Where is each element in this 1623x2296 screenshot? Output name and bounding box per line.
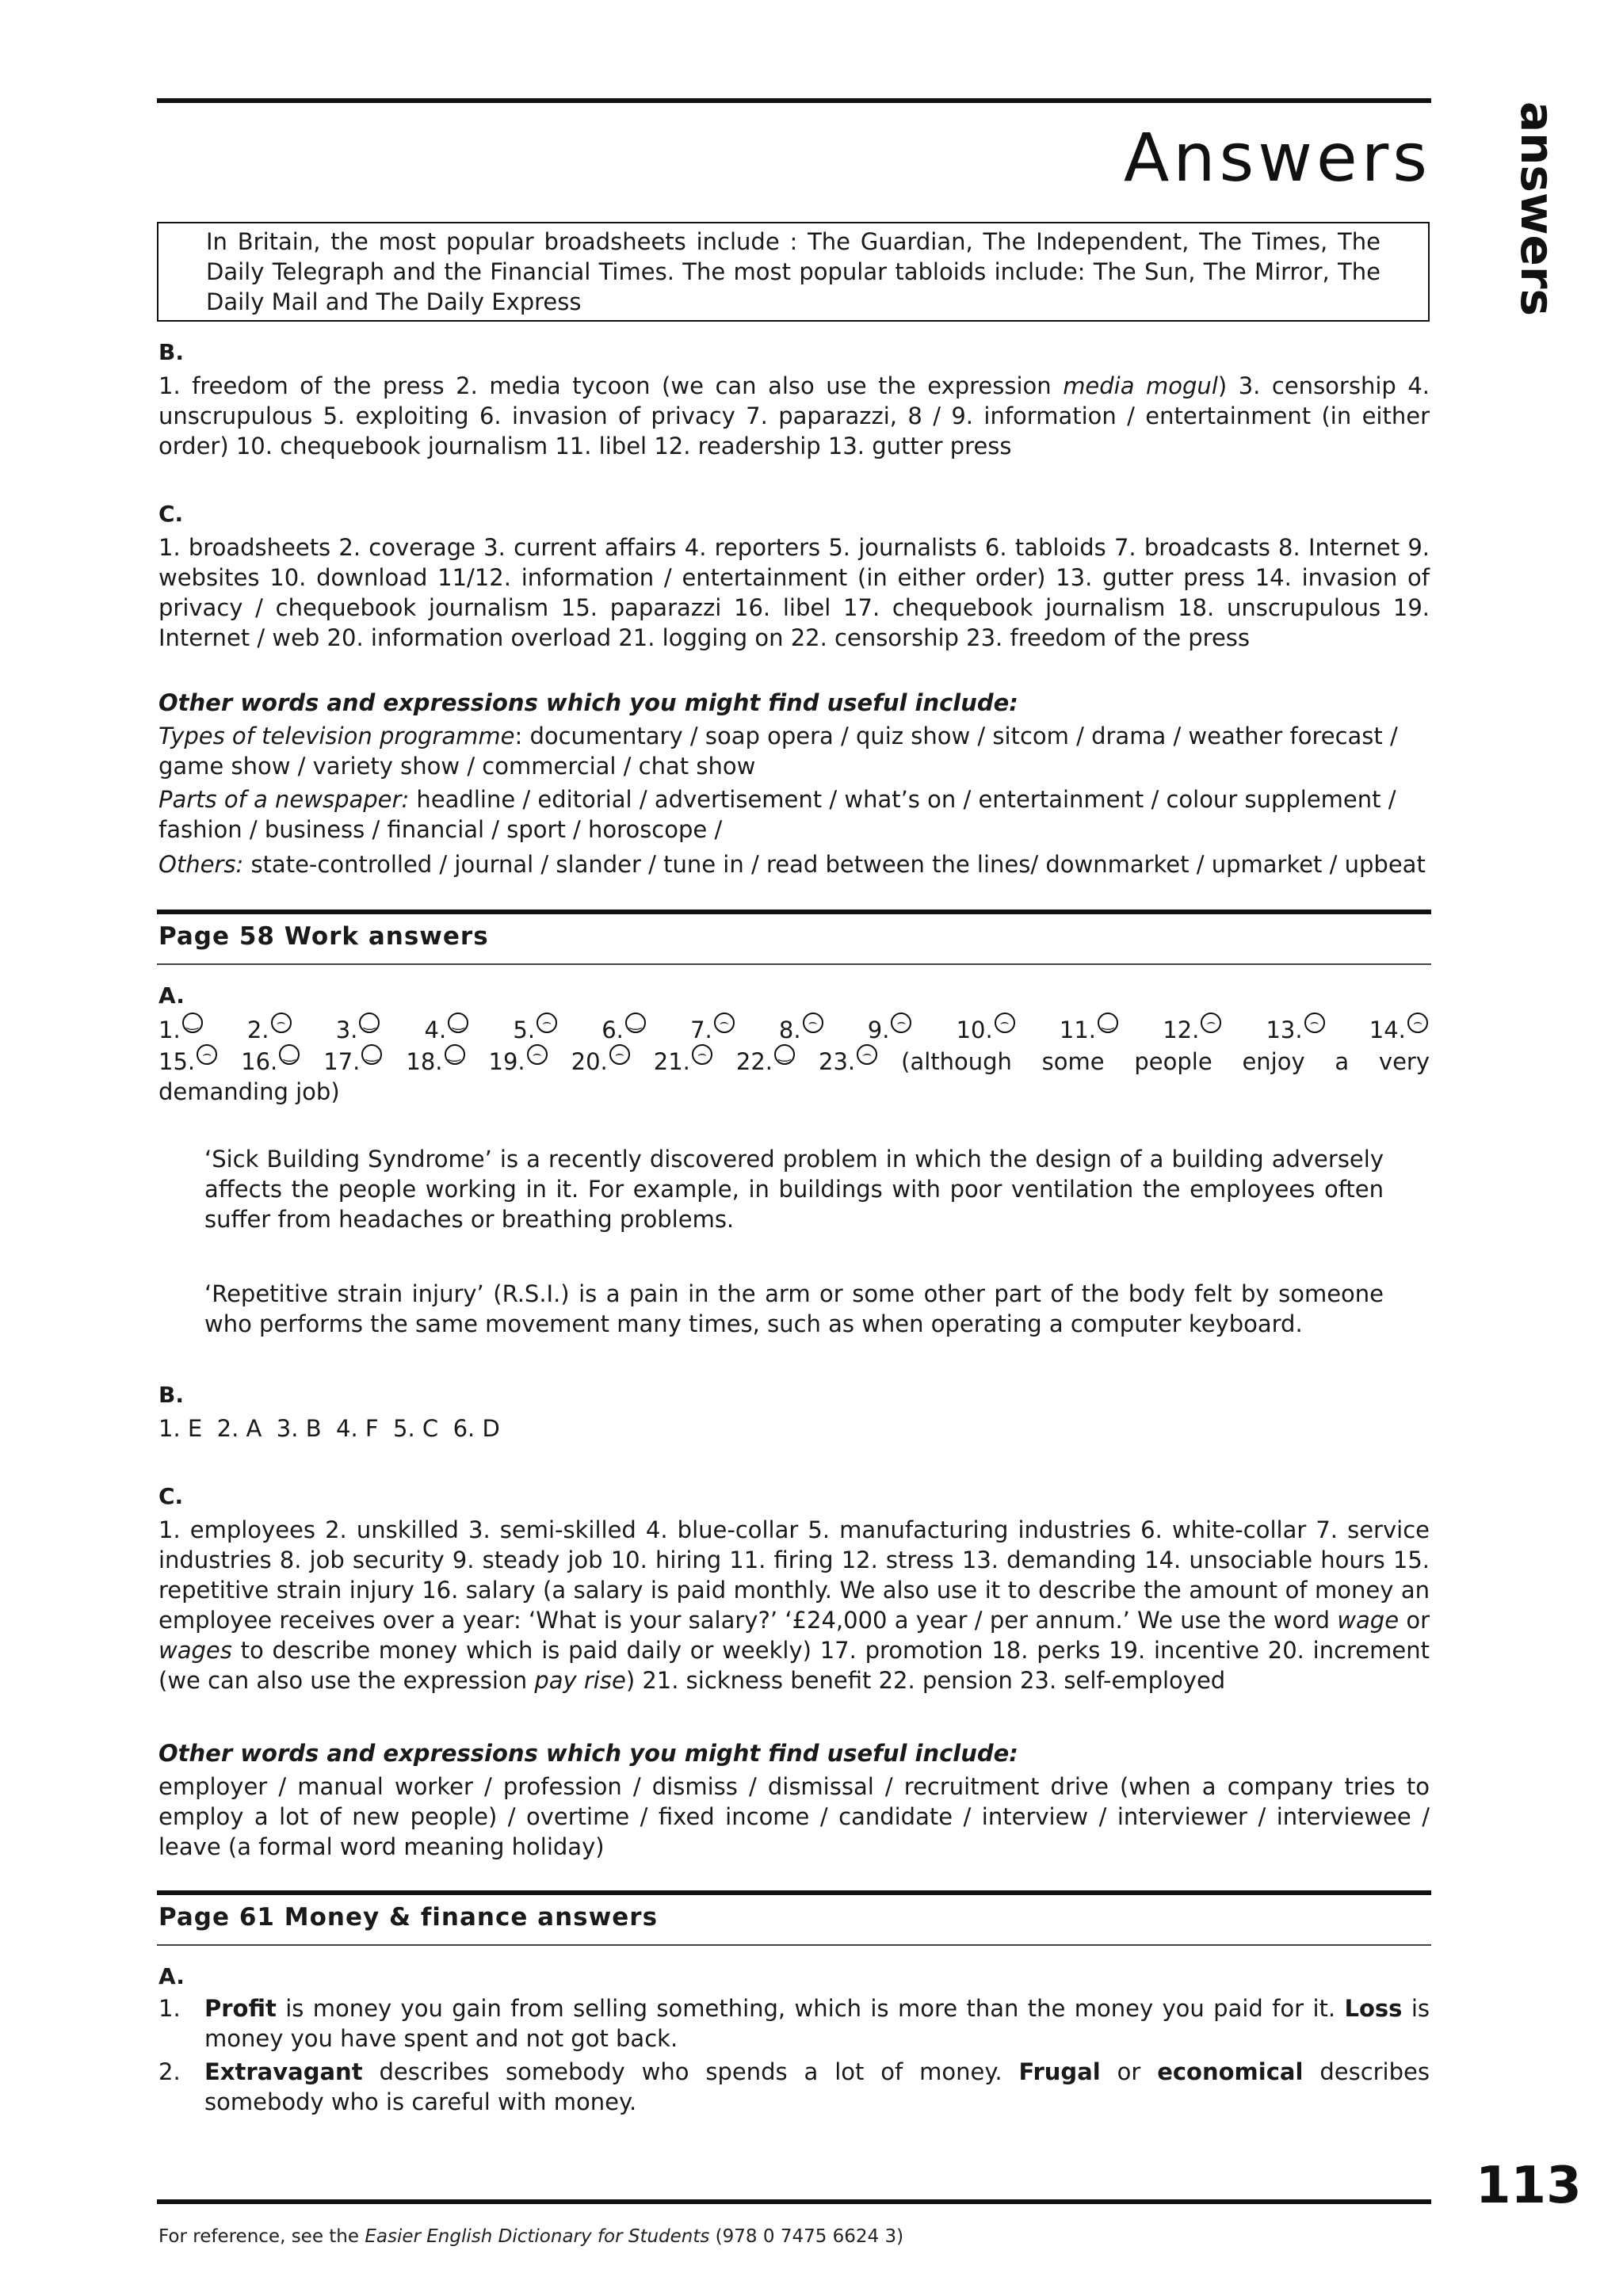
happy-face-icon: ‿ — [448, 1013, 468, 1033]
money-a-list — [158, 1993, 1430, 2120]
happy-face-icon: ‿ — [1098, 1013, 1118, 1033]
work-a-item-number: 16. — [241, 1048, 278, 1075]
intro-box-text: In Britain, the most popular broadsheets include : The Guardian, The Independent, The Times, The Daily Telegraph and the Financial Times. The most popular tabloids include: The Sun, The Mirror, The Daily Mail and The Daily Express — [206, 228, 1381, 315]
work-a-item-number: 19. — [488, 1048, 525, 1075]
work-a-item-number: 1. — [158, 1016, 181, 1043]
work-a-item-number: 12. — [1163, 1016, 1200, 1043]
money-a-definition: describes somebody who spends a lot of money. — [362, 2058, 1019, 2085]
money-a-definition: is money you gain from selling something, which is more than the money you paid for it. — [276, 1995, 1345, 2022]
work-other-words: employer / manual worker / profession / dismiss / dismissal / recruitment drive (when a company tries to employ a lot of new people) / overtime / fixed income / candidate / interview / interviewer / interviewee / leave (a formal word meaning holiday) — [158, 1773, 1430, 1860]
work-a-item-number: 22. — [735, 1048, 773, 1075]
media-others-text: state-controlled / journal / slander / tune in / read between the lines/ downmarket / upmarket / upbeat — [243, 851, 1426, 878]
page-number: 113 — [1476, 2157, 1582, 2215]
work-a-item — [158, 1013, 204, 1045]
sad-face-icon: ⌢ — [995, 1013, 1015, 1033]
work-a-item-number: 21. — [653, 1048, 690, 1075]
work-a-item-number: 8. — [778, 1016, 801, 1043]
money-rule-bottom — [157, 1944, 1431, 1946]
work-a-item — [1163, 1013, 1223, 1045]
work-a-label: A. — [158, 982, 185, 1009]
work-a-item-number: 4. — [424, 1016, 447, 1043]
top-rule — [157, 98, 1431, 103]
media-other-heading — [158, 688, 1430, 718]
work-b-answers: 1. E 2. A 3. B 4. F 5. C 6. D — [158, 1415, 500, 1442]
money-a-definition: describes somebody who is careful with money. — [204, 2058, 1430, 2115]
work-other-heading — [158, 1738, 1430, 1768]
work-c-text-1: 1. employees 2. unskilled 3. semi-skilled 4. blue-collar 5. manufacturing industries 6. white-collar 7. service industries 8. job security 9. steady job 10. hiring 11. firing 12. stress 13. demanding 14. unsociable hours 15. repetitive strain injury 16. salary (a salary is paid monthly. We also use it to describe the amount of money an employee receives over a year: ‘What is your salary?’ ‘£24,000 a year / per annum.’ We use the word — [158, 1516, 1430, 1634]
media-tv-label: Types of television programme — [158, 723, 515, 749]
media-newspaper-parts — [158, 784, 1430, 845]
money-a-item-number: 1. — [158, 1995, 181, 2022]
money-a-term: Loss — [1344, 1995, 1403, 2022]
work-a-item-number: 2. — [246, 1016, 269, 1043]
work-c-text-or: or — [1399, 1607, 1430, 1634]
media-tv-text: : documentary / soap opera / quiz show / sitcom / drama / weather forecast / game show / variety show / commercial / chat show — [158, 723, 1398, 780]
side-tab-label: answers — [1510, 101, 1564, 316]
happy-face-icon: ‿ — [359, 1013, 380, 1033]
work-a-item — [736, 1048, 796, 1075]
sad-face-icon: ⌢ — [197, 1044, 217, 1065]
sad-face-icon: ⌢ — [271, 1013, 292, 1033]
media-b-answers — [158, 371, 1430, 461]
sick-building-paragraph: ‘Sick Building Syndrome’ is a recently discovered problem in which the design of a building adversely affects the people working in it. For example, in buildings with poor ventilation the employees often suffer from headaches or breathing problems. — [204, 1146, 1384, 1233]
money-a-term: economical — [1157, 2058, 1304, 2085]
money-a-term: Frugal — [1018, 2058, 1101, 2085]
happy-face-icon: ‿ — [774, 1044, 795, 1065]
work-a-item — [1060, 1013, 1120, 1045]
work-c-text-2: to describe money which is paid daily or weekly) 17. promotion 18. perks 19. incentive 20. increment (we can also use the expression — [158, 1637, 1430, 1694]
work-c-answers — [158, 1515, 1430, 1695]
sad-face-icon: ⌢ — [609, 1044, 630, 1065]
sad-face-icon: ⌢ — [692, 1044, 712, 1065]
work-b-label: B. — [158, 1382, 184, 1408]
work-a-item-number: 20. — [571, 1048, 608, 1075]
money-a-term: Profit — [204, 1995, 277, 2022]
media-c-label: C. — [158, 501, 184, 527]
media-b-emphasis: media mogul — [1063, 372, 1218, 399]
money-heading: Page 61 Money & finance answers — [158, 1903, 659, 1932]
bottom-rule — [157, 2199, 1431, 2204]
work-a-item-number: 7. — [690, 1016, 712, 1043]
work-c-label: C. — [158, 1483, 184, 1509]
media-paper-label: Parts of a newspaper: — [158, 786, 410, 813]
work-a-item — [323, 1048, 384, 1075]
sad-face-icon: ⌢ — [1407, 1013, 1428, 1033]
work-a-item-number: 14. — [1369, 1016, 1406, 1043]
media-others — [158, 849, 1430, 879]
happy-face-icon: ‿ — [182, 1013, 203, 1033]
work-a-item — [654, 1048, 714, 1075]
money-a-item — [158, 2057, 1430, 2117]
work-a-item — [1266, 1013, 1326, 1045]
work-a-item — [957, 1013, 1017, 1045]
work-a-item-number: 10. — [956, 1016, 993, 1043]
work-a-item — [425, 1013, 471, 1045]
work-a-item — [241, 1048, 301, 1075]
sad-face-icon: ⌢ — [857, 1044, 877, 1065]
happy-face-icon: ‿ — [625, 1013, 646, 1033]
work-a-item — [601, 1013, 647, 1045]
footer-dictionary-title: Easier English Dictionary for Students — [365, 2226, 710, 2247]
sad-face-icon: ⌢ — [803, 1013, 823, 1033]
work-a-item-number: 5. — [513, 1016, 536, 1043]
work-a-item-number: 15. — [158, 1048, 196, 1075]
work-a-item — [513, 1013, 559, 1045]
footer-reference — [158, 2226, 903, 2247]
work-a-row-1 — [158, 1013, 1430, 1045]
footer-isbn: (978 0 7475 6624 3) — [709, 2226, 904, 2247]
work-a-item-number: 23. — [819, 1048, 856, 1075]
work-other-heading-text: Other words and expressions which you might find useful include: — [158, 1740, 1018, 1767]
work-a-item-number: 9. — [867, 1016, 890, 1043]
footer-text-1: For reference, see the — [158, 2226, 365, 2247]
work-heading: Page 58 Work answers — [158, 922, 489, 951]
media-paper-text: headline / editorial / advertisement / what’s on / entertainment / colour supplement / fashion / business / financial / sport / horoscope / — [158, 786, 1396, 843]
work-a-item — [336, 1013, 382, 1045]
work-a-note: (although some people enjoy a very demanding job) — [158, 1048, 1430, 1105]
work-a-item — [779, 1013, 825, 1045]
happy-face-icon: ‿ — [361, 1044, 382, 1065]
work-a-item — [158, 1048, 219, 1075]
work-a-row-2 — [158, 1044, 1430, 1107]
sad-face-icon: ⌢ — [1201, 1013, 1221, 1033]
money-a-definition: or — [1100, 2058, 1158, 2085]
sad-face-icon: ⌢ — [891, 1013, 911, 1033]
work-a-item-number: 13. — [1266, 1016, 1303, 1043]
work-a-item — [571, 1048, 632, 1075]
media-c-answers: 1. broadsheets 2. coverage 3. current affairs 4. reporters 5. journalists 6. tabloids 7. broadcasts 8. Internet 9. websites 10. download 11/12. information / entertainment (in either order) 13. gutter press 14. invasion of privacy / chequebook journalism 15. paparazzi 16. libel 17. chequebook journalism 18. unscrupulous 19. Internet / web 20. information overload 21. logging on 22. censorship 23. freedom of the press — [158, 534, 1430, 651]
sad-face-icon: ⌢ — [714, 1013, 735, 1033]
work-a-item — [489, 1048, 549, 1075]
money-a-label: A. — [158, 1963, 185, 1989]
happy-face-icon: ‿ — [445, 1044, 465, 1065]
work-a-item — [247, 1013, 293, 1045]
happy-face-icon: ‿ — [279, 1044, 300, 1065]
work-a-item — [690, 1013, 736, 1045]
work-c-text-3: ) 21. sickness benefit 22. pension 23. self-employed — [625, 1667, 1226, 1694]
work-a-item — [406, 1048, 466, 1075]
work-c-emphasis-pay-rise: pay rise — [534, 1667, 626, 1694]
money-a-item — [158, 1993, 1430, 2054]
media-others-label: Others: — [158, 851, 244, 878]
media-b-text-2: ) 3. censorship 4. unscrupulous 5. exploiting 6. invasion of privacy 7. paparazzi, 8 / 9. information / entertainment (in either order) 10. chequebook journalism 11. libel 12. readership 13. gutter press — [158, 372, 1430, 460]
money-rule-top — [157, 1890, 1431, 1895]
intro-box — [157, 222, 1430, 322]
work-a-item-number: 17. — [323, 1048, 361, 1075]
work-c-emphasis-wages: wages — [158, 1637, 232, 1664]
work-rule-top — [157, 910, 1431, 914]
work-a-item-number: 6. — [601, 1016, 624, 1043]
work-a-item — [819, 1048, 879, 1075]
money-a-definition: is money you have spent and not got back. — [204, 1995, 1430, 2052]
money-a-item-number: 2. — [158, 2058, 181, 2085]
sad-face-icon: ⌢ — [537, 1013, 557, 1033]
work-a-item-number: 11. — [1059, 1016, 1097, 1043]
media-other-heading-text: Other words and expressions which you might find useful include: — [158, 689, 1018, 716]
sad-face-icon: ⌢ — [527, 1044, 548, 1065]
media-b-label: B. — [158, 339, 184, 365]
work-a-item-number: 3. — [335, 1016, 358, 1043]
money-a-term: Extravagant — [204, 2058, 363, 2085]
work-a-item — [868, 1013, 914, 1045]
work-c-emphasis-wage: wage — [1337, 1607, 1400, 1634]
rsi-paragraph: ‘Repetitive strain injury’ (R.S.I.) is a pain in the arm or some other part of the body felt by someone who performs the same movement many times, such as when operating a computer keyboard. — [204, 1280, 1384, 1337]
media-b-text-1: 1. freedom of the press 2. media tycoon (we can also use the expression — [158, 372, 1064, 399]
work-a-item-number: 18. — [406, 1048, 443, 1075]
sad-face-icon: ⌢ — [1304, 1013, 1325, 1033]
work-a-item — [1369, 1013, 1430, 1045]
media-tv-types — [158, 721, 1430, 781]
page-title: Answers — [1123, 119, 1431, 196]
work-rule-bottom — [157, 963, 1431, 965]
